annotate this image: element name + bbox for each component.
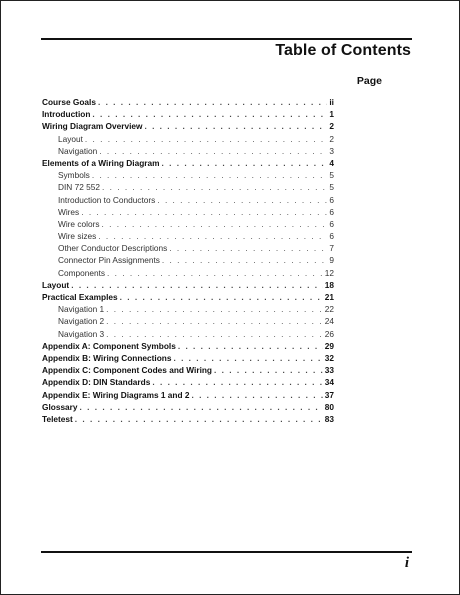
- dot-leader: [71, 279, 323, 291]
- toc-entry-label: Glossary: [42, 401, 78, 412]
- dot-leader: [99, 145, 327, 157]
- toc-entry-label: Layout: [58, 133, 83, 144]
- dot-leader: [92, 108, 327, 120]
- toc-entry: [42, 352, 334, 364]
- toc-entry-page: ii: [329, 97, 334, 107]
- toc-entry-label: Navigation 1: [58, 304, 105, 315]
- toc-entry-label: Navigation: [58, 145, 98, 156]
- dot-leader: [75, 413, 323, 425]
- dot-leader: [162, 254, 327, 266]
- toc-entry-page: 12: [324, 267, 334, 278]
- toc-entry: [42, 328, 334, 340]
- dot-leader: [120, 291, 323, 303]
- toc-entry-label: Other Conductor Descriptions: [58, 243, 168, 254]
- dot-leader: [106, 328, 323, 340]
- dot-leader: [102, 218, 328, 230]
- dot-leader: [98, 96, 327, 108]
- dot-leader: [169, 242, 327, 254]
- toc-entry: [42, 376, 334, 388]
- header-rule: [41, 38, 412, 40]
- toc-entry-page: 6: [329, 206, 334, 217]
- toc-entry: [42, 254, 334, 266]
- toc-entry-label: Connector Pin Assignments: [58, 255, 160, 266]
- dot-leader: [152, 376, 322, 388]
- toc-entry-page: 5: [329, 182, 334, 193]
- dot-leader: [107, 267, 323, 279]
- toc-entry: [42, 401, 334, 413]
- toc-entry-page: 26: [324, 328, 334, 339]
- dot-leader: [98, 230, 327, 242]
- toc-entry-page: 4: [329, 157, 334, 168]
- toc-entry-label: Components: [58, 267, 106, 278]
- toc-entry-label: Introduction: [42, 109, 91, 120]
- toc-entry-page: 5: [329, 170, 334, 181]
- dot-leader: [162, 157, 328, 169]
- dot-leader: [102, 181, 327, 193]
- toc-entry-page: 33: [324, 365, 334, 376]
- toc-entry: [42, 315, 334, 327]
- toc-list: [42, 96, 334, 425]
- toc-entry-page: 6: [329, 231, 334, 242]
- toc-entry: [42, 267, 334, 279]
- page-number: i: [404, 555, 409, 571]
- toc-entry-label: Navigation 3: [58, 328, 105, 339]
- dot-leader: [157, 194, 327, 206]
- footer-rule: [41, 551, 412, 553]
- toc-entry: [42, 230, 334, 242]
- toc-entry: [42, 194, 334, 206]
- toc-entry-page: 2: [329, 121, 334, 132]
- dot-leader: [178, 340, 323, 352]
- dot-leader: [214, 364, 323, 376]
- toc-entry: [42, 389, 334, 401]
- toc-entry-page: 1: [329, 109, 334, 120]
- dot-leader: [106, 315, 323, 327]
- toc-entry-label: Elements of a Wiring Diagram: [42, 157, 160, 168]
- toc-entry: [42, 291, 334, 303]
- toc-entry-page: 6: [329, 218, 334, 229]
- toc-entry: [42, 120, 334, 132]
- toc-entry-label: DIN 72 552: [58, 182, 100, 193]
- toc-entry: [42, 242, 334, 254]
- toc-entry-label: Wiring Diagram Overview: [42, 121, 143, 132]
- toc-entry: [42, 96, 334, 108]
- toc-entry-label: Appendix D: DIN Standards: [42, 377, 151, 388]
- toc-entry-page: 7: [329, 243, 334, 254]
- toc-entry-label: Wires: [58, 206, 80, 217]
- toc-entry: [42, 413, 334, 425]
- toc-entry-label: Teletest: [42, 413, 73, 424]
- toc-entry-page: 3: [329, 145, 334, 156]
- toc-entry-page: 21: [324, 292, 334, 302]
- toc-entry-page: 34: [324, 377, 334, 388]
- toc-entry-label: Layout: [42, 279, 70, 290]
- toc-entry: [42, 364, 334, 376]
- toc-entry-label: Appendix B: Wiring Connections: [42, 352, 172, 363]
- toc-entry-label: Wire colors: [58, 218, 100, 229]
- toc-entry-page: 80: [324, 401, 334, 412]
- toc-entry-page: 2: [329, 133, 334, 144]
- toc-entry-page: 37: [324, 389, 334, 400]
- toc-entry-label: Appendix E: Wiring Diagrams 1 and 2: [42, 389, 190, 400]
- toc-entry-page: 24: [324, 316, 334, 327]
- toc-entry: [42, 157, 334, 169]
- dot-leader: [106, 303, 323, 315]
- toc-entry-page: 29: [324, 340, 334, 351]
- dot-leader: [191, 389, 322, 401]
- toc-entry: [42, 340, 334, 352]
- toc-entry-label: Appendix C: Component Codes and Wiring: [42, 365, 213, 376]
- toc-entry-page: 9: [329, 255, 334, 266]
- toc-entry: [42, 181, 334, 193]
- toc-entry: [42, 145, 334, 157]
- toc-entry-label: Navigation 2: [58, 316, 105, 327]
- toc-entry-label: Introduction to Conductors: [58, 194, 156, 205]
- toc-entry-label: Symbols: [58, 170, 90, 181]
- toc-entry-page: 32: [324, 352, 334, 363]
- toc-entry-page: 22: [324, 304, 334, 315]
- page-title: Table of Contents: [275, 42, 411, 59]
- toc-entry-label: Course Goals: [42, 97, 96, 107]
- dot-leader: [144, 120, 327, 132]
- toc-entry-label: Practical Examples: [42, 292, 118, 302]
- toc-entry: [42, 206, 334, 218]
- toc-entry: [42, 133, 334, 145]
- dot-leader: [85, 133, 327, 145]
- toc-entry-page: 18: [324, 279, 334, 290]
- toc-entry: [42, 279, 334, 291]
- page-column-heading: Page: [356, 75, 382, 87]
- toc-entry: [42, 108, 334, 120]
- toc-entry: [42, 218, 334, 230]
- toc-entry-label: Wire sizes: [58, 231, 97, 242]
- toc-entry-page: 83: [324, 413, 334, 424]
- toc-entry-label: Appendix A: Component Symbols: [42, 340, 176, 351]
- toc-entry-page: 6: [329, 194, 334, 205]
- dot-leader: [80, 401, 323, 413]
- toc-entry: [42, 303, 334, 315]
- dot-leader: [81, 206, 327, 218]
- dot-leader: [92, 169, 328, 181]
- dot-leader: [173, 352, 322, 364]
- toc-entry: [42, 169, 334, 181]
